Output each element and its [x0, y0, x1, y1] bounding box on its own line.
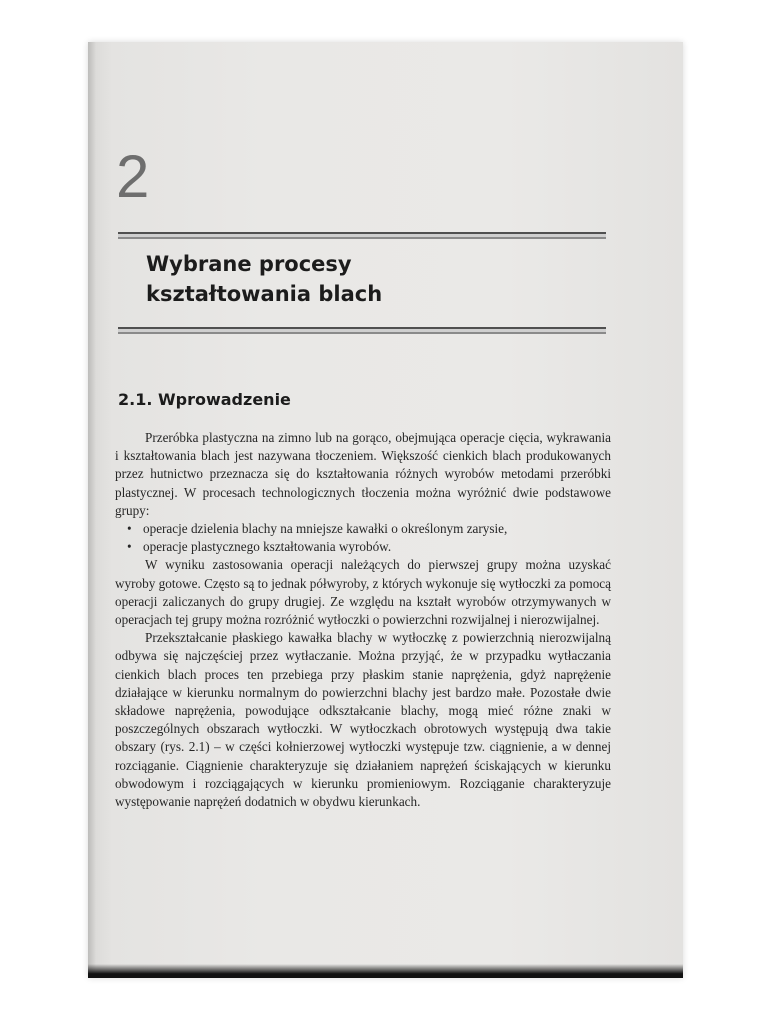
bullet-list [115, 520, 611, 556]
chapter-title-line-1: Wybrane procesy [146, 252, 352, 276]
bullet-icon: • [127, 521, 132, 537]
chapter-rule-bottom [118, 327, 606, 335]
book-page [88, 42, 683, 978]
list-item [127, 538, 611, 556]
chapter-number: 2 [116, 143, 150, 210]
bullet-icon: • [127, 539, 132, 555]
paragraph-2: W wyniku zastosowania operacji należących do pierwszej grupy można uzyskać wyroby gotowe. Często są to jednak półwyroby, z których wykonuje się wytłoczki za pomocą operacji zaliczanych do grupy drugiej. Ze względu na kształt wyrobów otrzymywanych w operacjach tej grupy można rozróżnić wytłoczki o powierzchni rozwijalnej i nierozwijalnej. [115, 557, 611, 628]
chapter-title [146, 249, 586, 309]
chapter-title-line-2: kształtowania blach [146, 282, 383, 306]
list-item [127, 520, 611, 538]
paragraph-3: Przekształcanie płaskiego kawałka blachy w wytłoczkę z powierzchnią nierozwijalną odbywa się najczęściej przez wytłaczanie. Można przyjąć, że w przypadku wytłaczania cienkich blach proces ten przebiega przy płaskim stanie naprężenia, gdyż naprężenie działające w kierunku normalnym do powierzchni blachy jest bardzo małe. Pozostałe dwie składowe naprężenia, powodujące odkształcanie blachy, mogą mieć różne znaki w poszczególnych obszarach wytłoczki. W wytłoczkach obrotowych występują dwa takie obszary (rys. 2.1) – w części kołnierzowej wytłoczki występuje tzw. ciągnienie, a w dennej rozciąganie. Ciągnienie charakteryzuje się działaniem naprężeń ściskających w kierunku obwodowym i rozciągających w kierunku promieniowym. Rozciąganie charakteryzuje występowanie naprężeń dodatnich w obydwu kierunkach. [115, 630, 611, 810]
section-heading: 2.1. Wprowadzenie [118, 390, 291, 409]
page-binding-shadow [88, 42, 96, 978]
body-text [115, 429, 611, 811]
list-item-text: operacje dzielenia blachy na mniejsze kawałki o określonym zarysie, [143, 521, 508, 537]
paragraph-1: Przeróbka plastyczna na zimno lub na gorąco, obejmująca operacje cięcia, wykrawania i kształtowania blach jest nazywana tłoczeniem. Większość cienkich blach produkowanych przez hutnictwo przeznacza się do kształtowania różnych wyrobów metodami przeróbki plastycznej. W procesach technologicznych tłoczenia można wyróżnić dwie podstawowe grupy: [115, 430, 611, 518]
page-bottom-shadow [88, 964, 683, 978]
chapter-rule-top [118, 232, 606, 240]
list-item-text: operacje plastycznego kształtowania wyrobów. [143, 539, 392, 555]
